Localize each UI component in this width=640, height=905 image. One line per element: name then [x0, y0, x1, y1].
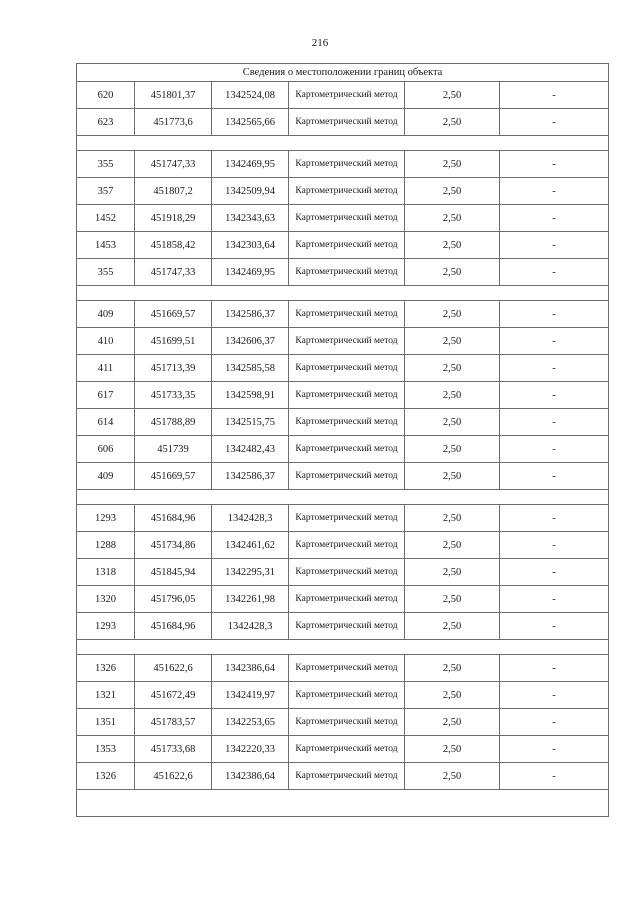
method-cell: Картометрический метод [289, 151, 405, 178]
accuracy-cell: 2,50 [405, 382, 500, 409]
accuracy-cell: 2,50 [405, 82, 500, 109]
method-cell: Картометрический метод [289, 586, 405, 613]
accuracy-cell: 2,50 [405, 559, 500, 586]
note-cell: - [500, 355, 609, 382]
point-number-cell: 1321 [77, 682, 135, 709]
accuracy-cell: 2,50 [405, 763, 500, 790]
y-coordinate-cell: 1342469,95 [212, 259, 289, 286]
note-cell: - [500, 736, 609, 763]
accuracy-cell: 2,50 [405, 328, 500, 355]
y-coordinate-cell: 1342386,64 [212, 763, 289, 790]
point-number-cell: 1288 [77, 532, 135, 559]
method-cell: Картометрический метод [289, 301, 405, 328]
note-cell: - [500, 301, 609, 328]
method-cell: Картометрический метод [289, 232, 405, 259]
x-coordinate-cell: 451796,05 [135, 586, 212, 613]
point-number-cell: 1293 [77, 505, 135, 532]
point-number-cell: 1353 [77, 736, 135, 763]
x-coordinate-cell: 451713,39 [135, 355, 212, 382]
note-cell: - [500, 463, 609, 490]
table-row [77, 328, 609, 355]
accuracy-cell: 2,50 [405, 655, 500, 682]
point-number-cell: 355 [77, 151, 135, 178]
accuracy-cell: 2,50 [405, 355, 500, 382]
separator-cell [77, 286, 609, 301]
method-cell: Картометрический метод [289, 82, 405, 109]
table-row [77, 463, 609, 490]
note-cell: - [500, 178, 609, 205]
table-row [77, 382, 609, 409]
table-row [77, 682, 609, 709]
point-number-cell: 1453 [77, 232, 135, 259]
method-cell: Картометрический метод [289, 178, 405, 205]
table-row [77, 505, 609, 532]
accuracy-cell: 2,50 [405, 463, 500, 490]
point-number-cell: 357 [77, 178, 135, 205]
note-cell: - [500, 682, 609, 709]
method-cell: Картометрический метод [289, 709, 405, 736]
table-row [77, 301, 609, 328]
note-cell: - [500, 328, 609, 355]
table-row [77, 232, 609, 259]
x-coordinate-cell: 451699,51 [135, 328, 212, 355]
table-row [77, 613, 609, 640]
x-coordinate-cell: 451669,57 [135, 301, 212, 328]
method-cell: Картометрический метод [289, 205, 405, 232]
accuracy-cell: 2,50 [405, 205, 500, 232]
accuracy-cell: 2,50 [405, 409, 500, 436]
x-coordinate-cell: 451788,89 [135, 409, 212, 436]
accuracy-cell: 2,50 [405, 151, 500, 178]
y-coordinate-cell: 1342419,97 [212, 682, 289, 709]
y-coordinate-cell: 1342585,58 [212, 355, 289, 382]
note-cell: - [500, 205, 609, 232]
accuracy-cell: 2,50 [405, 436, 500, 463]
table-row [77, 109, 609, 136]
y-coordinate-cell: 1342220,33 [212, 736, 289, 763]
note-cell: - [500, 586, 609, 613]
method-cell: Картометрический метод [289, 109, 405, 136]
y-coordinate-cell: 1342586,37 [212, 301, 289, 328]
x-coordinate-cell: 451672,49 [135, 682, 212, 709]
point-number-cell: 1351 [77, 709, 135, 736]
method-cell: Картометрический метод [289, 259, 405, 286]
x-coordinate-cell: 451684,96 [135, 505, 212, 532]
accuracy-cell: 2,50 [405, 259, 500, 286]
y-coordinate-cell: 1342295,31 [212, 559, 289, 586]
table-row [77, 178, 609, 205]
y-coordinate-cell: 1342428,3 [212, 505, 289, 532]
table-row [77, 586, 609, 613]
method-cell: Картометрический метод [289, 613, 405, 640]
note-cell: - [500, 655, 609, 682]
note-cell: - [500, 382, 609, 409]
note-cell: - [500, 532, 609, 559]
point-number-cell: 1318 [77, 559, 135, 586]
x-coordinate-cell: 451733,68 [135, 736, 212, 763]
accuracy-cell: 2,50 [405, 232, 500, 259]
note-cell: - [500, 436, 609, 463]
accuracy-cell: 2,50 [405, 682, 500, 709]
method-cell: Картометрический метод [289, 463, 405, 490]
y-coordinate-cell: 1342428,3 [212, 613, 289, 640]
table-row [77, 82, 609, 109]
x-coordinate-cell: 451918,29 [135, 205, 212, 232]
y-coordinate-cell: 1342598,91 [212, 382, 289, 409]
table-row [77, 436, 609, 463]
y-coordinate-cell: 1342565,66 [212, 109, 289, 136]
accuracy-cell: 2,50 [405, 109, 500, 136]
x-coordinate-cell: 451733,35 [135, 382, 212, 409]
point-number-cell: 606 [77, 436, 135, 463]
method-cell: Картометрический метод [289, 655, 405, 682]
separator-cell [77, 790, 609, 817]
table-row [77, 409, 609, 436]
method-cell: Картометрический метод [289, 505, 405, 532]
group-separator-row [77, 790, 609, 817]
point-number-cell: 1326 [77, 655, 135, 682]
accuracy-cell: 2,50 [405, 178, 500, 205]
table-title: Сведения о местоположении границ объекта [77, 64, 609, 82]
x-coordinate-cell: 451684,96 [135, 613, 212, 640]
y-coordinate-cell: 1342469,95 [212, 151, 289, 178]
x-coordinate-cell: 451747,33 [135, 151, 212, 178]
accuracy-cell: 2,50 [405, 736, 500, 763]
y-coordinate-cell: 1342524,08 [212, 82, 289, 109]
x-coordinate-cell: 451747,33 [135, 259, 212, 286]
x-coordinate-cell: 451669,57 [135, 463, 212, 490]
note-cell: - [500, 232, 609, 259]
point-number-cell: 1326 [77, 763, 135, 790]
x-coordinate-cell: 451801,37 [135, 82, 212, 109]
note-cell: - [500, 559, 609, 586]
table-row [77, 259, 609, 286]
boundary-coordinates-table [76, 63, 609, 817]
method-cell: Картометрический метод [289, 328, 405, 355]
y-coordinate-cell: 1342482,43 [212, 436, 289, 463]
y-coordinate-cell: 1342343,63 [212, 205, 289, 232]
y-coordinate-cell: 1342586,37 [212, 463, 289, 490]
note-cell: - [500, 259, 609, 286]
accuracy-cell: 2,50 [405, 709, 500, 736]
method-cell: Картометрический метод [289, 382, 405, 409]
x-coordinate-cell: 451622,6 [135, 655, 212, 682]
table-row [77, 559, 609, 586]
method-cell: Картометрический метод [289, 763, 405, 790]
separator-cell [77, 136, 609, 151]
y-coordinate-cell: 1342303,64 [212, 232, 289, 259]
x-coordinate-cell: 451845,94 [135, 559, 212, 586]
note-cell: - [500, 409, 609, 436]
accuracy-cell: 2,50 [405, 532, 500, 559]
y-coordinate-cell: 1342515,75 [212, 409, 289, 436]
method-cell: Картометрический метод [289, 559, 405, 586]
method-cell: Картометрический метод [289, 355, 405, 382]
table-row [77, 655, 609, 682]
y-coordinate-cell: 1342461,62 [212, 532, 289, 559]
note-cell: - [500, 505, 609, 532]
method-cell: Картометрический метод [289, 682, 405, 709]
point-number-cell: 410 [77, 328, 135, 355]
point-number-cell: 620 [77, 82, 135, 109]
point-number-cell: 1293 [77, 613, 135, 640]
x-coordinate-cell: 451734,86 [135, 532, 212, 559]
accuracy-cell: 2,50 [405, 505, 500, 532]
page-number: 216 [311, 37, 329, 49]
table-row [77, 532, 609, 559]
table-row [77, 763, 609, 790]
note-cell: - [500, 709, 609, 736]
table-row [77, 151, 609, 178]
method-cell: Картометрический метод [289, 736, 405, 763]
point-number-cell: 409 [77, 301, 135, 328]
y-coordinate-cell: 1342509,94 [212, 178, 289, 205]
y-coordinate-cell: 1342261,98 [212, 586, 289, 613]
y-coordinate-cell: 1342606,37 [212, 328, 289, 355]
table-row [77, 709, 609, 736]
note-cell: - [500, 613, 609, 640]
y-coordinate-cell: 1342253,65 [212, 709, 289, 736]
x-coordinate-cell: 451858,42 [135, 232, 212, 259]
note-cell: - [500, 82, 609, 109]
accuracy-cell: 2,50 [405, 586, 500, 613]
table-row [77, 205, 609, 232]
point-number-cell: 411 [77, 355, 135, 382]
note-cell: - [500, 109, 609, 136]
point-number-cell: 623 [77, 109, 135, 136]
group-separator-row [77, 136, 609, 151]
method-cell: Картометрический метод [289, 532, 405, 559]
table-row [77, 736, 609, 763]
x-coordinate-cell: 451807,2 [135, 178, 212, 205]
y-coordinate-cell: 1342386,64 [212, 655, 289, 682]
note-cell: - [500, 151, 609, 178]
point-number-cell: 409 [77, 463, 135, 490]
method-cell: Картометрический метод [289, 436, 405, 463]
x-coordinate-cell: 451773,6 [135, 109, 212, 136]
method-cell: Картометрический метод [289, 409, 405, 436]
point-number-cell: 617 [77, 382, 135, 409]
x-coordinate-cell: 451783,57 [135, 709, 212, 736]
group-separator-row [77, 286, 609, 301]
group-separator-row [77, 490, 609, 505]
x-coordinate-cell: 451622,6 [135, 763, 212, 790]
separator-cell [77, 640, 609, 655]
separator-cell [77, 490, 609, 505]
point-number-cell: 355 [77, 259, 135, 286]
table-row [77, 355, 609, 382]
x-coordinate-cell: 451739 [135, 436, 212, 463]
accuracy-cell: 2,50 [405, 613, 500, 640]
point-number-cell: 1452 [77, 205, 135, 232]
note-cell: - [500, 763, 609, 790]
group-separator-row [77, 640, 609, 655]
table-header-row [77, 64, 609, 82]
accuracy-cell: 2,50 [405, 301, 500, 328]
point-number-cell: 614 [77, 409, 135, 436]
point-number-cell: 1320 [77, 586, 135, 613]
